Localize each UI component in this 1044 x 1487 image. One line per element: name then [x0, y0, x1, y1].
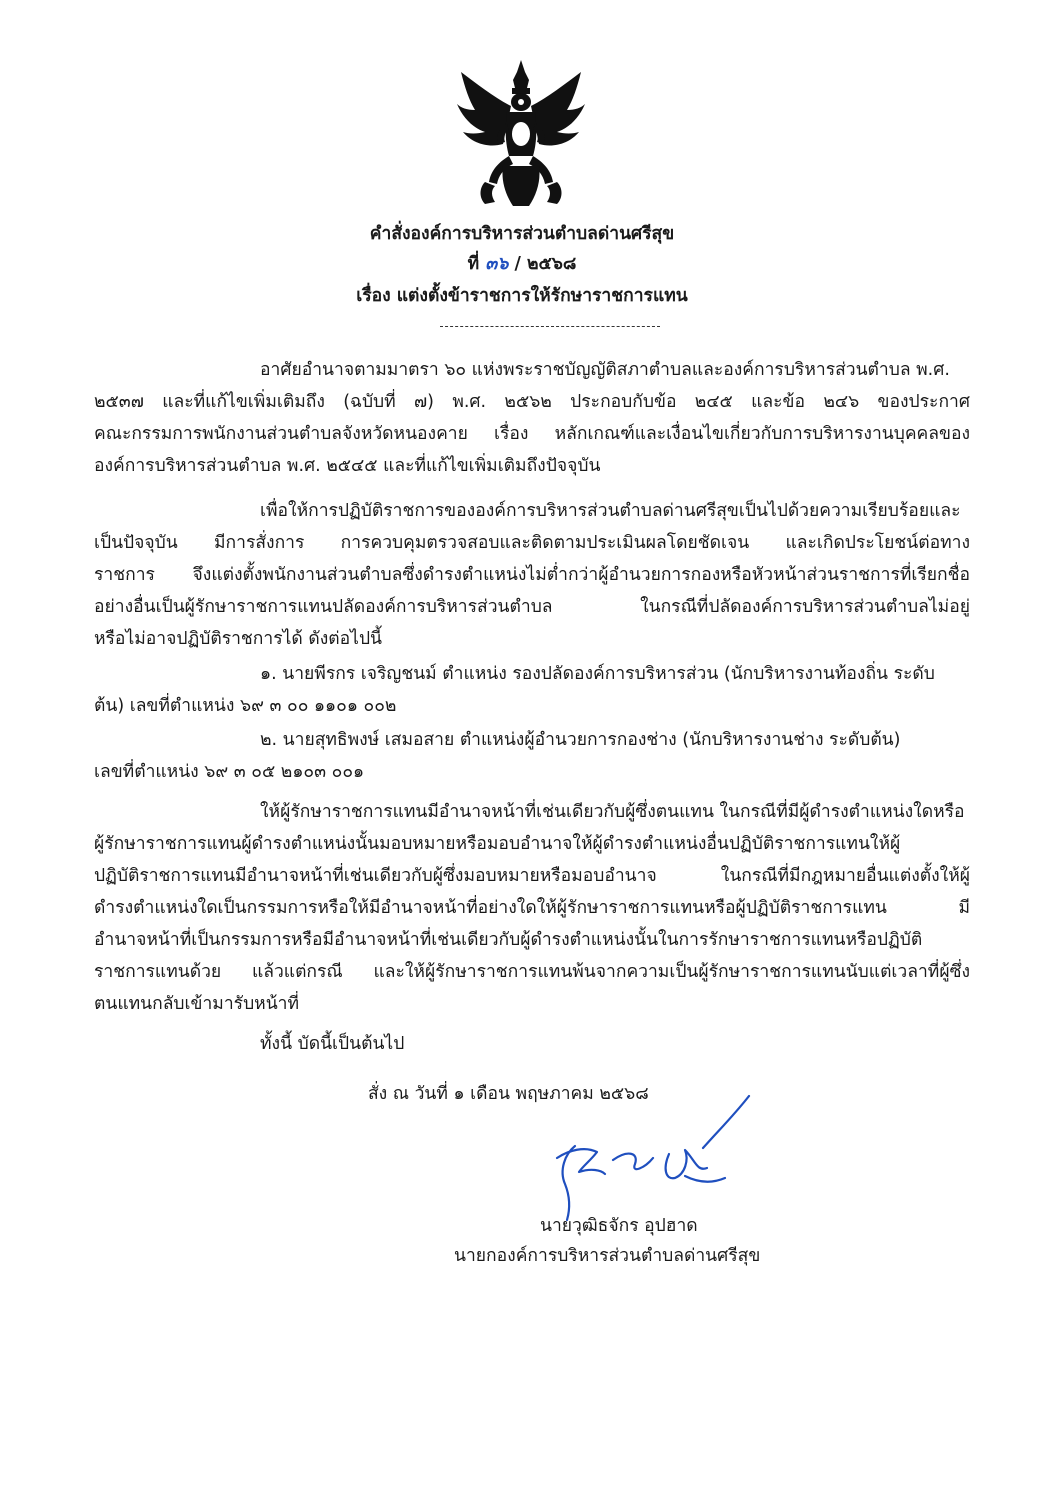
paragraph-3-line-4: ดำรงตำแหน่งใดเป็นกรรมการหรือให้มีอำนาจหน้าที่อย่างใดให้ผู้รักษาราชการแทนหรือผู้ปฏิบัติราชการแทน มี [94, 898, 970, 918]
order-date: สั่ง ณ วันที่ ๑ เดือน พฤษภาคม ๒๕๖๘ [368, 1084, 649, 1104]
paragraph-3-line-2: ผู้รักษาราชการแทนผู้ดำรงตำแหน่งนั้นมอบหมายหรือมอบอำนาจให้ผู้ดำรงตำแหน่งอื่นปฏิบัติราชการแทนให้ผู้ [94, 834, 901, 854]
paragraph-2-line-5: หรือไม่อาจปฏิบัติราชการได้ ดังต่อไปนี้ [94, 629, 383, 649]
paragraph-1-line-4: องค์การบริหารส่วนตำบล พ.ศ. ๒๕๔๕ และที่แก้ไขเพิ่มเติมถึงปัจจุบัน [94, 456, 601, 476]
order-number-handwritten: ๓๖ [485, 254, 509, 274]
paragraph-2-line-2: เป็นปัจจุบัน มีการสั่งการ การควบคุมตรวจสอบและติดตามประเมินผลโดยชัดเจน และเกิดประโยชน์ต่อทาง [94, 533, 970, 553]
header-divider [440, 326, 660, 327]
paragraph-1-line-3: คณะกรรมการพนักงานส่วนตำบลจังหวัดหนองคาย เรื่อง หลักเกณฑ์และเงื่อนไขเกี่ยวกับการบริหารงานบุคคลของ [94, 424, 970, 444]
paragraph-3-line-5: อำนาจหน้าที่เป็นกรรมการหรือมีอำนาจหน้าที่เช่นเดียวกับผู้ดำรงตำแหน่งนั้นในการรักษาราชการแทนหรือปฏิบัติ [94, 930, 923, 950]
item-2-line-1: ๒. นายสุทธิพงษ์ เสมอสาย ตำแหน่งผู้อำนวยการกองช่าง (นักบริหารงานช่าง ระดับต้น) [260, 730, 901, 750]
paragraph-3-line-7: ตนแทนกลับเข้ามารับหน้าที่ [94, 994, 300, 1014]
order-number-prefix: ที่ [467, 254, 480, 274]
order-subject: เรื่อง แต่งตั้งข้าราชการให้รักษาราชการแทน [356, 286, 688, 306]
signer-name: นายวุฒิธจักร อุปฮาด [540, 1216, 698, 1236]
signer-title: นายกองค์การบริหารส่วนตำบลด่านศรีสุข [454, 1246, 761, 1266]
order-title: คำสั่งองค์การบริหารส่วนตำบลด่านศรีสุข [369, 224, 675, 244]
paragraph-2-line-3: ราชการ จึงแต่งตั้งพนักงานส่วนตำบลซึ่งดำรงตำแหน่งไม่ต่ำกว่าผู้อำนวยการกองหรือหัวหน้าส่วนราชการที่เรียกชื่อ [94, 565, 970, 585]
garuda-emblem-icon [455, 58, 587, 210]
item-1-line-2: ต้น) เลขที่ตำแหน่ง ๖๙ ๓ ๐๐ ๑๑๐๑ ๐๐๒ [94, 696, 397, 716]
effective-statement: ทั้งนี้ บัดนี้เป็นต้นไป [260, 1034, 405, 1054]
paragraph-1-line-1: อาศัยอำนาจตามมาตรา ๖๐ แห่งพระราชบัญญัติสภาตำบลและองค์การบริหารส่วนตำบล พ.ศ. [260, 360, 950, 380]
paragraph-3-line-6: ราชการแทนด้วย แล้วแต่กรณี และให้ผู้รักษาราชการแทนพ้นจากความเป็นผู้รักษาราชการแทนนับแต่เวลาที่ผู้ซึ่ง [94, 962, 970, 982]
item-1-line-1: ๑. นายพีรกร เจริญชนม์ ตำแหน่ง รองปลัดองค์การบริหารส่วน (นักบริหารงานท้องถิ่น ระดับ [260, 664, 935, 684]
item-2-line-2: เลขที่ตำแหน่ง ๖๙ ๓ ๐๕ ๒๑๐๓ ๐๐๑ [94, 762, 365, 782]
order-number [0, 252, 1044, 276]
paragraph-3-line-1: ให้ผู้รักษาราชการแทนมีอำนาจหน้าที่เช่นเดียวกับผู้ซึ่งตนแทน ในกรณีที่มีผู้ดำรงตำแหน่งใดหรือ [260, 802, 965, 822]
paragraph-2-line-4: อย่างอื่นเป็นผู้รักษาราชการแทนปลัดองค์การบริหารส่วนตำบล ในกรณีที่ปลัดองค์การบริหารส่วนตำบลไม่อยู่ [94, 597, 970, 617]
paragraph-2-line-1: เพื่อให้การปฏิบัติราชการขององค์การบริหารส่วนตำบลด่านศรีสุขเป็นไปด้วยความเรียบร้อยและ [260, 501, 961, 521]
order-number-suffix: / ๒๕๖๘ [514, 254, 577, 274]
paragraph-3-line-3: ปฏิบัติราชการแทนมีอำนาจหน้าที่เช่นเดียวกับผู้ซึ่งมอบหมายหรือมอบอำนาจ ในกรณีที่มีกฎหมายอื่นแต่งตั้งให้ผู้ [94, 866, 970, 886]
paragraph-1-line-2: ๒๕๓๗ และที่แก้ไขเพิ่มเติมถึง (ฉบับที่ ๗) พ.ศ. ๒๕๖๒ ประกอบกับข้อ ๒๔๕ และข้อ ๒๔๖ ของประกาศ [94, 392, 970, 412]
